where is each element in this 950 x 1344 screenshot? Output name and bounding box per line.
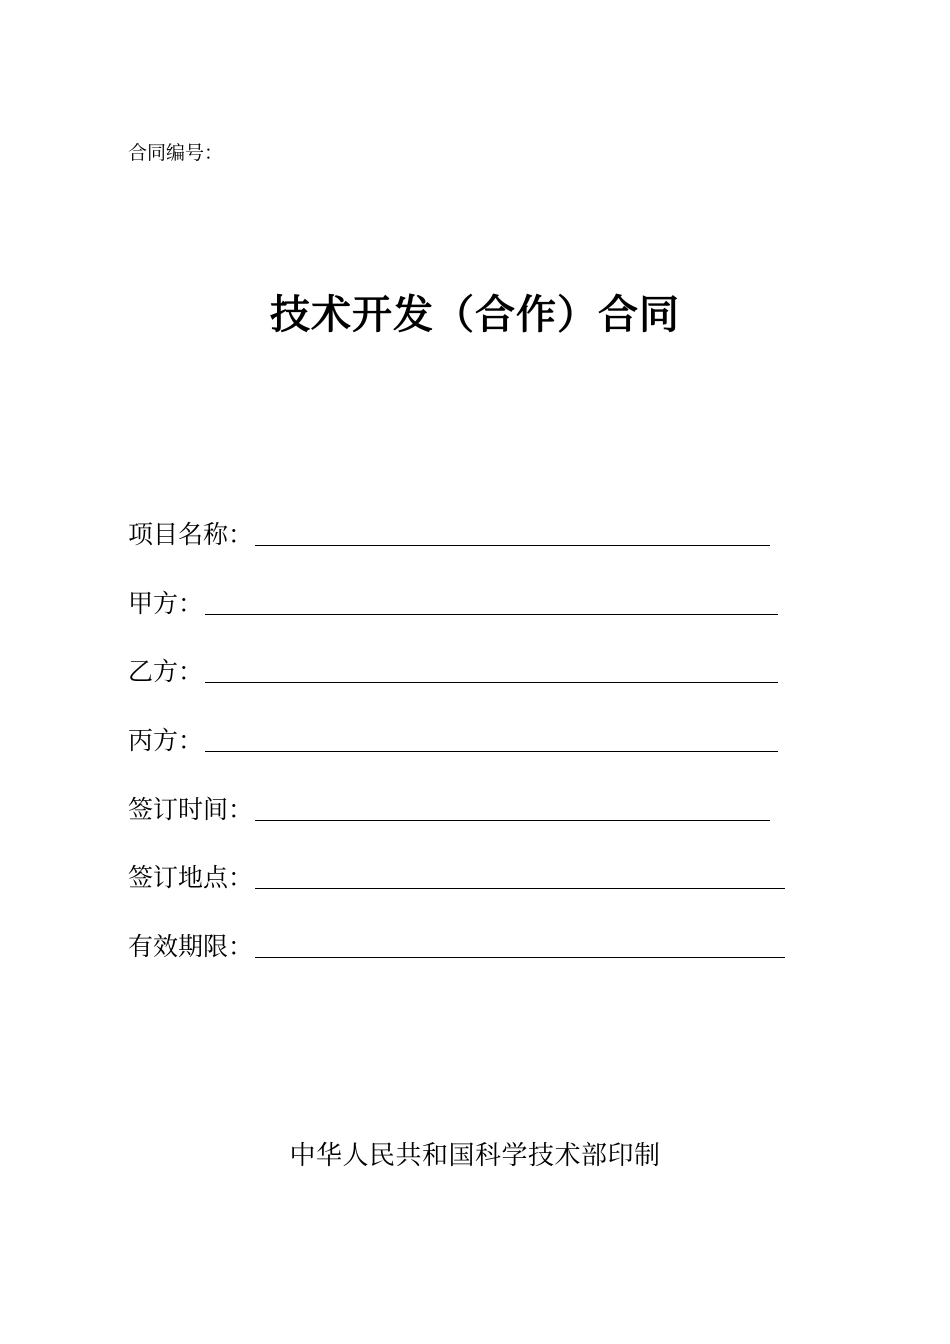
fill-in-line[interactable] <box>205 660 778 683</box>
fill-in-line[interactable] <box>255 798 770 821</box>
cover-fields <box>128 516 828 997</box>
field-validity-period <box>128 928 828 964</box>
fill-in-line[interactable] <box>205 729 778 752</box>
field-label: 签订时间： <box>128 794 254 824</box>
field-label: 甲方： <box>128 588 204 618</box>
document-title: 技术开发（合作）合同 <box>270 292 680 338</box>
field-signing-place <box>128 859 828 895</box>
field-project-name <box>128 516 828 552</box>
field-party-a <box>128 585 828 621</box>
field-label: 项目名称： <box>128 520 254 549</box>
field-party-c <box>128 722 828 758</box>
contract-number-label: 合同编号： <box>128 142 224 164</box>
fill-in-line[interactable] <box>205 592 778 615</box>
publisher-footer: 中华人民共和国科学技术部印制 <box>289 1141 661 1171</box>
fill-in-line[interactable] <box>255 523 770 546</box>
field-label: 签订地点： <box>128 863 254 893</box>
field-signing-time <box>128 791 828 827</box>
field-label: 有效期限： <box>128 932 254 962</box>
fill-in-line[interactable] <box>255 935 785 958</box>
field-label: 丙方： <box>128 726 204 756</box>
field-party-b <box>128 653 828 689</box>
field-label: 乙方： <box>128 657 204 687</box>
fill-in-line[interactable] <box>255 866 785 889</box>
